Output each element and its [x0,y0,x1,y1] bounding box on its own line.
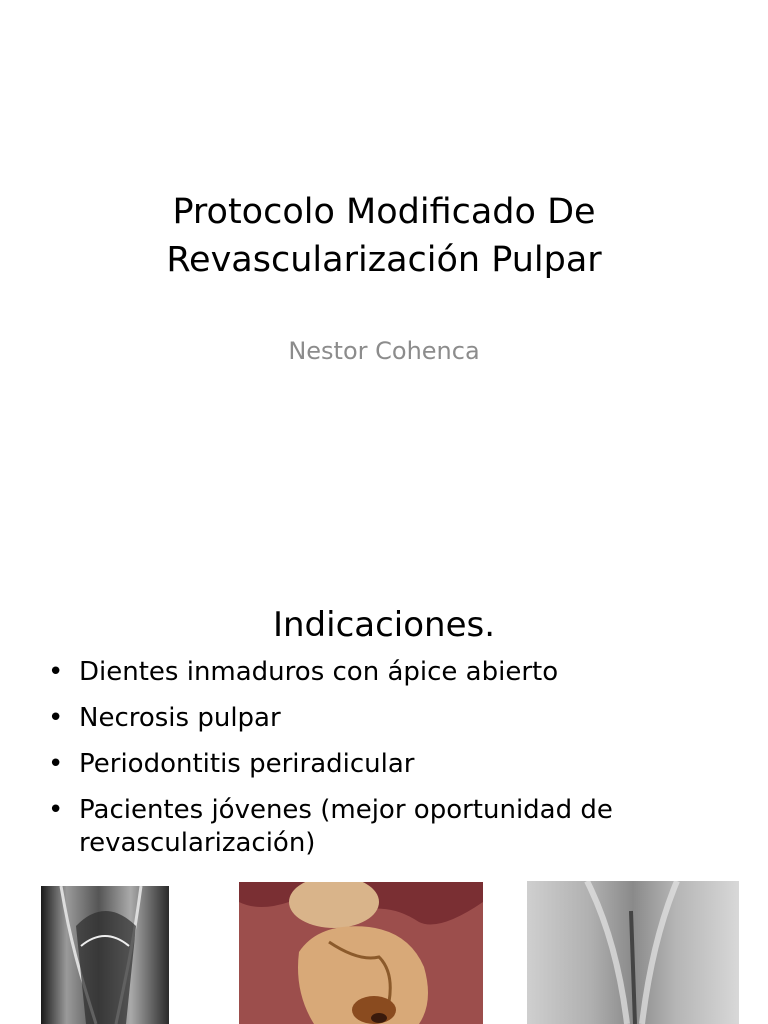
indications-heading: Indicaciones. [272,605,496,645]
indications-list [48,656,728,873]
indication-item [48,656,728,689]
indication-text: Periodontitis periradicular [79,749,415,779]
indication-item [48,748,728,781]
indication-text-continued: revascularización) [79,828,316,858]
indication-text: Dientes inmaduros con ápice abierto [79,657,559,687]
xray-image-left [41,886,169,1024]
slide-title-line-1: Protocolo Modificado De [172,192,596,232]
indication-text: Pacientes jóvenes (mejor oportunidad de [79,795,613,825]
author-name: Nestor Cohenca [288,337,480,365]
bullet-icon: • [48,657,64,687]
xray-image-right [527,881,739,1024]
bullet-icon: • [48,795,64,825]
indication-item [48,702,728,735]
bullet-icon: • [48,749,64,779]
bullet-icon: • [48,703,64,733]
tooth-clinical-photo [239,882,483,1024]
indications-slide [0,576,768,1024]
indication-item [48,794,728,860]
slide-title-line-2: Revascularización Pulpar [166,240,602,280]
slide-title [60,188,708,284]
indication-text: Necrosis pulpar [79,703,281,733]
